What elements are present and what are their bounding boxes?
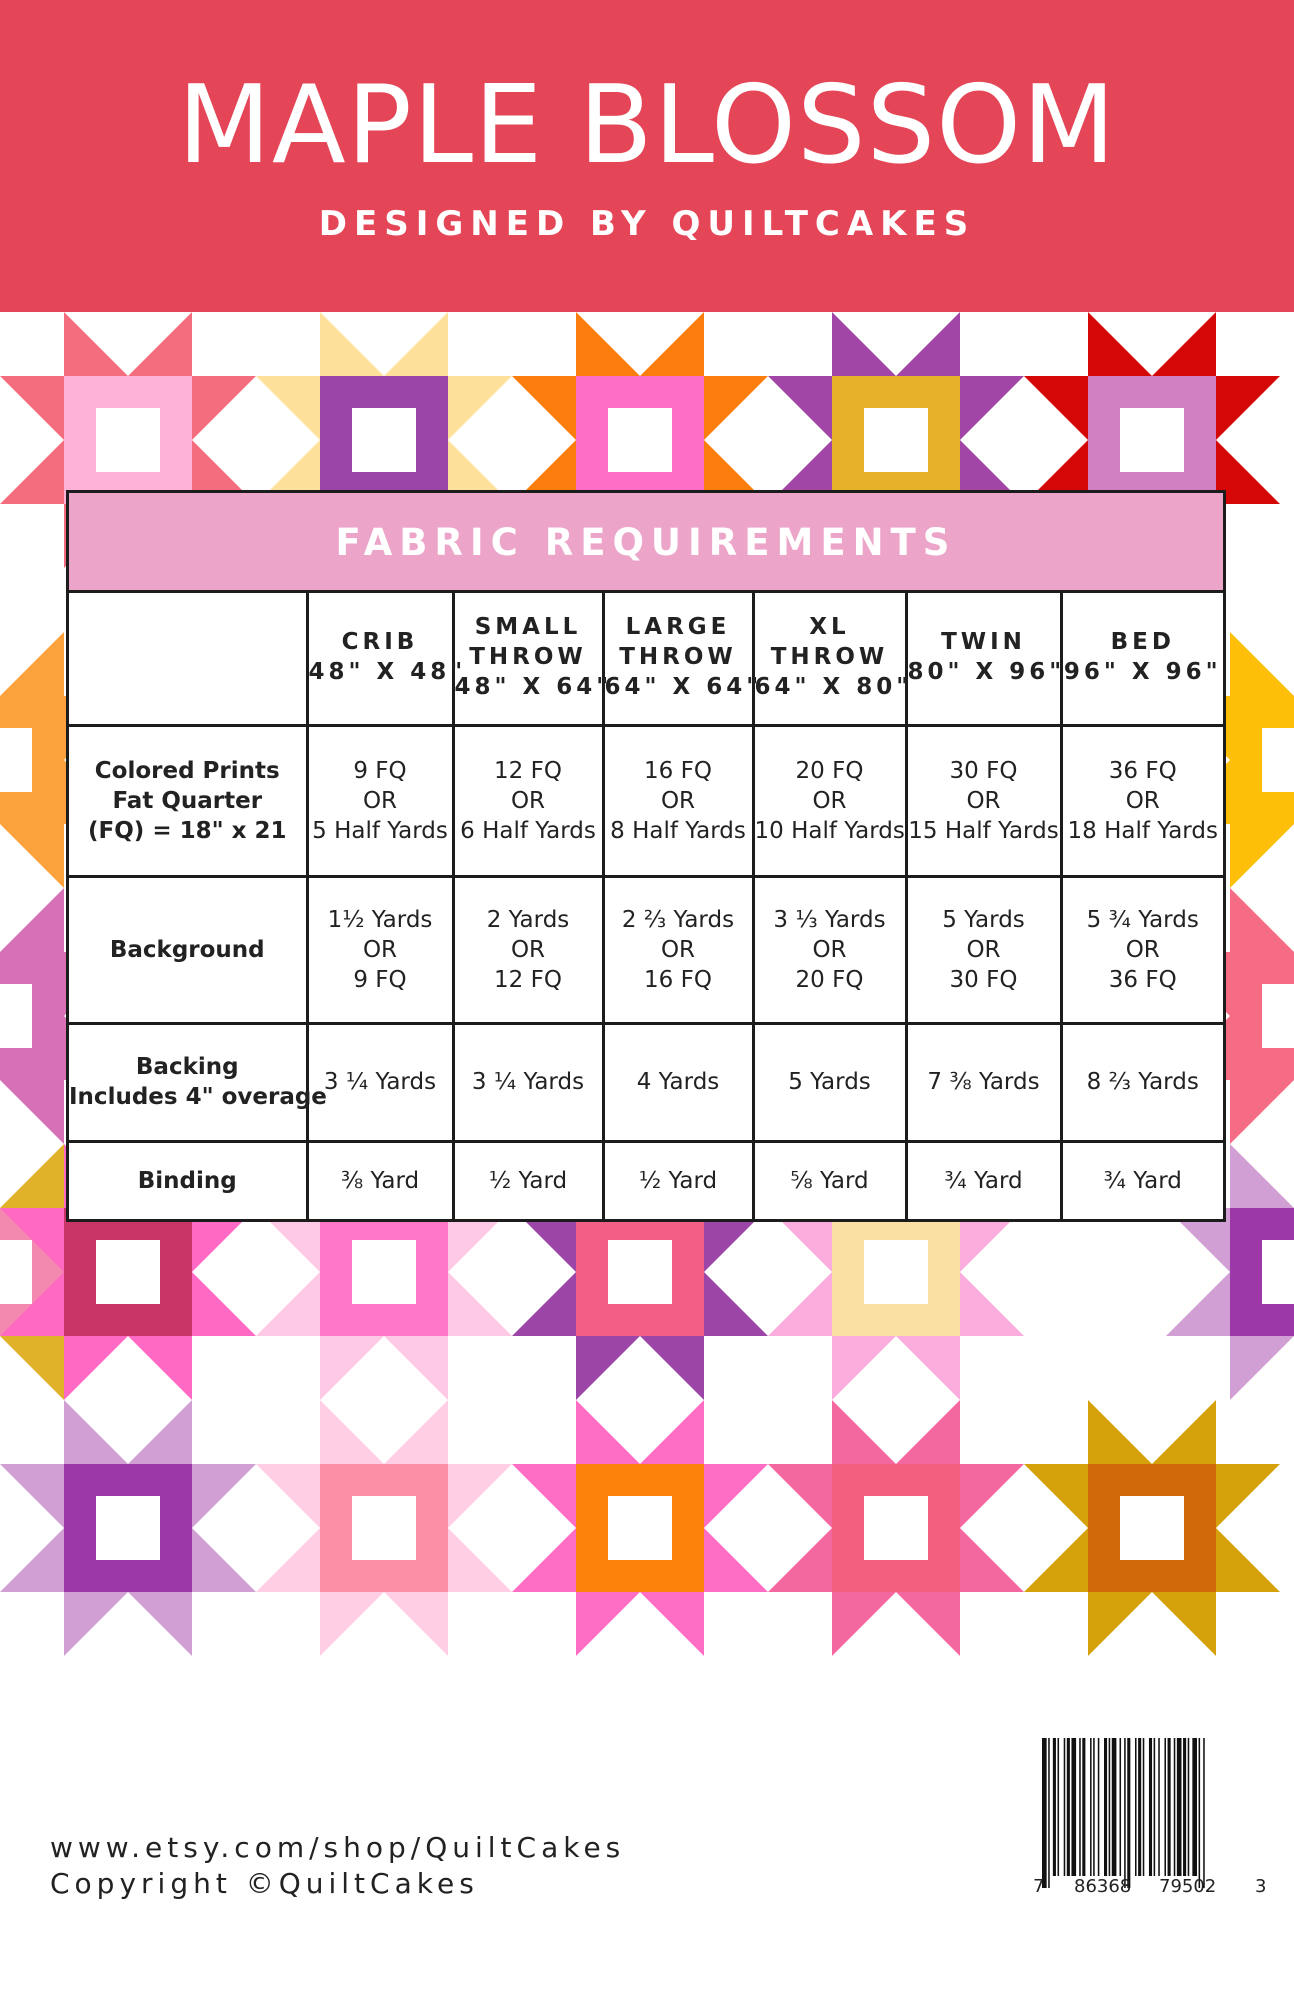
row-label-line: Fat Quarter — [112, 787, 263, 814]
requirements-grid — [69, 590, 1223, 1219]
star-point — [1216, 1464, 1280, 1528]
star-point — [192, 376, 256, 440]
barcode-bar — [1203, 1738, 1205, 1888]
star-point — [832, 1400, 896, 1464]
star-point — [832, 312, 896, 376]
row-label-line: Colored Prints — [94, 757, 280, 784]
star-point — [0, 1080, 64, 1144]
requirement-line: 3 ¼ Yards — [323, 1069, 437, 1095]
star-point — [1216, 1528, 1280, 1592]
requirement-line: 9 FQ — [353, 966, 407, 993]
star-point — [768, 1272, 832, 1336]
star-point — [1024, 1464, 1088, 1528]
star-point — [768, 376, 832, 440]
star-point — [1230, 1080, 1294, 1144]
requirement-line: 7 ⅜ Yards — [927, 1069, 1040, 1095]
size-header-name: SMALL — [474, 613, 582, 640]
block-center — [608, 408, 672, 472]
star-point — [1152, 1592, 1216, 1656]
requirement-line: OR — [812, 787, 847, 814]
row-label — [69, 725, 307, 876]
requirement-line: 15 Half Yards — [908, 817, 1059, 844]
requirement-cell — [453, 1023, 603, 1141]
star-point — [640, 1400, 704, 1464]
requirement-line: 6 Half Yards — [460, 817, 596, 844]
size-header-name: BED — [1110, 628, 1175, 655]
star-point — [0, 888, 64, 952]
size-header-dims: 64" X 64" — [604, 673, 763, 700]
star-point — [704, 1528, 768, 1592]
requirement-cell — [1061, 725, 1223, 876]
barcode-bar — [1149, 1738, 1152, 1876]
star-point — [320, 1592, 384, 1656]
star-point — [1230, 888, 1294, 952]
barcode-bar — [1192, 1738, 1197, 1876]
star-point — [448, 376, 512, 440]
star-point — [704, 1272, 768, 1336]
block-center — [0, 1240, 32, 1304]
star-point — [64, 1592, 128, 1656]
block-center — [352, 408, 416, 472]
row-label-line: Background — [109, 936, 265, 963]
requirement-cell — [906, 1141, 1061, 1219]
size-header — [753, 590, 913, 725]
star-point — [1230, 632, 1294, 696]
star-point — [576, 1592, 640, 1656]
requirement-cell — [603, 1141, 753, 1219]
star-point — [0, 632, 64, 696]
footer — [50, 1830, 625, 1902]
barcode-bar — [1053, 1738, 1056, 1876]
star-point — [0, 1464, 64, 1528]
barcode-bar — [1135, 1738, 1137, 1876]
requirement-line: ⅝ Yard — [790, 1167, 869, 1194]
barcode-bar — [1154, 1738, 1156, 1876]
header-banner — [0, 0, 1294, 312]
requirement-line: 3 ⅓ Yards — [773, 906, 886, 933]
requirement-line: 20 FQ — [795, 966, 864, 993]
star-point — [384, 1336, 448, 1400]
requirement-line: OR — [966, 787, 1001, 814]
requirement-line: OR — [660, 787, 696, 814]
size-header-dims: 48" X 64" — [454, 673, 613, 700]
requirement-cell — [906, 725, 1061, 876]
star-point — [1088, 1592, 1152, 1656]
block-center — [0, 728, 32, 792]
size-header-dims: 96" X 96" — [1063, 658, 1222, 685]
requirement-line: 30 FQ — [949, 757, 1018, 784]
barcode-bar — [1067, 1738, 1070, 1876]
block-center — [1120, 1496, 1184, 1560]
requirement-cell — [753, 1023, 906, 1141]
barcode-digit: 3 — [1255, 1876, 1267, 1897]
requirement-line: 30 FQ — [949, 966, 1018, 993]
block-center — [96, 1240, 160, 1304]
block-center — [96, 1496, 160, 1560]
star-point — [960, 1528, 1024, 1592]
star-point — [1166, 1272, 1230, 1336]
barcode-bar — [1124, 1738, 1126, 1888]
star-point — [640, 1592, 704, 1656]
star-point — [960, 1272, 1024, 1336]
barcode-digit: 79502 — [1159, 1876, 1217, 1897]
size-header-name2: THROW — [619, 643, 737, 670]
size-header — [1061, 590, 1223, 725]
barcode-bar — [1082, 1738, 1085, 1876]
requirement-cell — [453, 725, 603, 876]
requirement-cell — [307, 725, 453, 876]
size-header-name: TWIN — [941, 628, 1026, 655]
requirement-line: OR — [966, 936, 1001, 963]
barcode-bar — [1164, 1738, 1166, 1876]
barcode-bar — [1104, 1738, 1107, 1876]
row-label-line: Backing — [135, 1054, 239, 1080]
block-center — [352, 1496, 416, 1560]
requirement-line: 3 ¼ Yards — [471, 1069, 585, 1095]
star-point — [0, 376, 64, 440]
size-header — [906, 590, 1066, 725]
requirement-cell — [603, 1023, 753, 1141]
star-point — [512, 1272, 576, 1336]
star-point — [256, 1464, 320, 1528]
barcode-bar — [1042, 1738, 1047, 1888]
barcode-bar — [1079, 1738, 1081, 1876]
barcode-bar — [1112, 1738, 1117, 1876]
block-center — [96, 408, 160, 472]
star-point — [576, 1336, 640, 1400]
requirement-line: ⅜ Yard — [340, 1167, 420, 1194]
barcode-bar — [1109, 1738, 1111, 1876]
star-point — [960, 376, 1024, 440]
block-center — [1120, 408, 1184, 472]
requirement-line: ½ Yard — [488, 1167, 568, 1194]
size-header-name: CRIB — [341, 628, 419, 655]
star-point — [1152, 312, 1216, 376]
corner-cell — [69, 590, 307, 725]
star-point — [192, 1528, 256, 1592]
block-center — [864, 408, 928, 472]
size-header-name2: THROW — [770, 643, 889, 670]
barcode-bar — [1168, 1738, 1171, 1876]
block-center — [608, 1496, 672, 1560]
barcode-bar — [1177, 1738, 1182, 1876]
barcode-bar — [1064, 1738, 1066, 1876]
requirement-line: 10 Half Yards — [754, 817, 905, 844]
requirement-line: OR — [510, 787, 546, 814]
star-point — [0, 824, 64, 888]
size-header-name2: THROW — [469, 643, 587, 670]
star-point — [448, 1272, 512, 1336]
size-header — [603, 590, 763, 725]
requirement-line: 5 Yards — [788, 1069, 871, 1095]
requirement-line: 2 Yards — [486, 906, 570, 933]
star-point — [128, 1336, 192, 1400]
website-link[interactable]: www.etsy.com/shop/QuiltCakes — [50, 1831, 626, 1864]
star-point — [320, 312, 384, 376]
block-center — [1262, 984, 1294, 1048]
star-point — [512, 376, 576, 440]
star-point — [448, 1464, 512, 1528]
star-point — [896, 1592, 960, 1656]
requirement-cell — [453, 876, 603, 1023]
star-point — [1088, 312, 1152, 376]
star-point — [640, 312, 704, 376]
requirement-cell — [1061, 876, 1223, 1023]
star-point — [1216, 376, 1280, 440]
requirement-line: 8 Half Yards — [610, 817, 746, 844]
star-point — [896, 1336, 960, 1400]
star-point — [128, 1400, 192, 1464]
star-point — [1230, 1336, 1294, 1400]
star-point — [0, 440, 64, 504]
barcode-bar — [1048, 1738, 1050, 1888]
star-point — [384, 312, 448, 376]
barcode-bar — [1127, 1738, 1130, 1888]
requirement-line: OR — [362, 787, 398, 814]
barcode-bar — [1071, 1738, 1076, 1876]
requirement-line: 5 ¾ Yards — [1086, 906, 1199, 933]
block-center — [0, 984, 32, 1048]
pattern-title: MAPLE BLOSSOM — [177, 63, 1117, 188]
star-point — [256, 376, 320, 440]
star-point — [704, 376, 768, 440]
barcode-bar — [1138, 1738, 1141, 1876]
size-header-name: LARGE — [625, 613, 731, 640]
size-header — [453, 590, 613, 725]
requirement-cell — [1061, 1023, 1223, 1141]
star-point — [576, 312, 640, 376]
barcode-bar — [1174, 1738, 1176, 1876]
size-header-dims: 64" X 80" — [754, 673, 913, 700]
star-point — [512, 1528, 576, 1592]
barcode-bar — [1183, 1738, 1186, 1876]
requirement-line: 18 Half Yards — [1067, 817, 1218, 844]
star-point — [0, 1528, 64, 1592]
copyright: Copyright ©QuiltCakes — [50, 1867, 479, 1900]
requirement-cell — [906, 1023, 1061, 1141]
requirement-line: 16 FQ — [644, 966, 712, 993]
barcode-bar — [1188, 1738, 1190, 1876]
barcode-digit: 7 — [1033, 1876, 1045, 1897]
requirement-cell — [307, 1023, 453, 1141]
requirement-line: OR — [362, 936, 398, 963]
row-label — [69, 876, 307, 1023]
star-point — [832, 1336, 896, 1400]
block-center — [352, 1240, 416, 1304]
requirement-cell — [307, 1141, 453, 1219]
star-point — [128, 312, 192, 376]
row-label — [69, 1141, 307, 1219]
star-point — [64, 1336, 128, 1400]
star-point — [320, 1336, 384, 1400]
requirement-line: 16 FQ — [644, 757, 712, 784]
requirement-line: 36 FQ — [1108, 966, 1177, 993]
star-point — [896, 312, 960, 376]
requirement-cell — [1061, 1141, 1223, 1219]
requirement-line: 12 FQ — [494, 757, 562, 784]
requirement-line: 5 Yards — [942, 906, 1025, 933]
star-point — [768, 1528, 832, 1592]
star-point — [384, 1400, 448, 1464]
barcode-bar — [1058, 1738, 1060, 1876]
requirement-cell — [906, 876, 1061, 1023]
size-header — [307, 590, 467, 725]
requirement-line: 9 FQ — [353, 757, 407, 784]
star-point — [1152, 1400, 1216, 1464]
block-center — [1262, 728, 1294, 792]
size-header-dims: 80" X 96" — [907, 658, 1066, 685]
star-point — [64, 312, 128, 376]
requirement-line: 2 ⅔ Yards — [621, 906, 735, 933]
star-point — [1024, 376, 1088, 440]
requirement-line: OR — [812, 936, 847, 963]
barcode-bar — [1098, 1738, 1100, 1876]
star-point — [1230, 824, 1294, 888]
star-point — [512, 1464, 576, 1528]
star-point — [384, 1592, 448, 1656]
requirement-line: OR — [1125, 787, 1160, 814]
requirement-cell — [307, 876, 453, 1023]
barcode-icon — [1030, 1738, 1270, 1900]
star-point — [64, 1400, 128, 1464]
requirement-line: ¾ Yard — [944, 1167, 1023, 1194]
requirement-line: 8 ⅔ Yards — [1086, 1069, 1199, 1095]
star-point — [192, 1272, 256, 1336]
size-header-dims: 48" X 48" — [308, 658, 467, 685]
barcode-bar — [1090, 1738, 1092, 1876]
barcode-digit: 86368 — [1074, 1876, 1132, 1897]
star-point — [704, 1464, 768, 1528]
block-center — [864, 1240, 928, 1304]
requirement-cell — [753, 1141, 906, 1219]
requirement-line: 12 FQ — [494, 966, 562, 993]
row-label — [69, 1023, 327, 1141]
star-point — [960, 1464, 1024, 1528]
star-point — [256, 1528, 320, 1592]
star-point — [768, 1464, 832, 1528]
barcode-bar — [1158, 1738, 1160, 1876]
requirement-line: ½ Yard — [638, 1167, 718, 1194]
requirement-line: 36 FQ — [1108, 757, 1177, 784]
requirement-line: OR — [660, 936, 696, 963]
row-label-line: Binding — [137, 1167, 237, 1194]
star-point — [320, 1400, 384, 1464]
star-point — [256, 1272, 320, 1336]
row-label-line: Includes 4" overage — [69, 1084, 327, 1110]
star-point — [192, 1464, 256, 1528]
requirement-cell — [753, 725, 906, 876]
star-point — [1230, 1144, 1294, 1208]
barcode-bar — [1120, 1738, 1122, 1876]
barcode-bar — [1143, 1738, 1145, 1876]
block-center — [864, 1496, 928, 1560]
requirement-line: ¾ Yard — [1103, 1167, 1182, 1194]
block-center — [1262, 1240, 1294, 1304]
barcode-bar — [1093, 1738, 1095, 1876]
star-point — [1088, 1400, 1152, 1464]
requirement-cell — [603, 876, 753, 1023]
star-point — [0, 1336, 64, 1400]
requirement-line: 1½ Yards — [327, 906, 433, 933]
star-point — [576, 1400, 640, 1464]
star-point — [832, 1592, 896, 1656]
block-center — [608, 1240, 672, 1304]
fabric-requirements-table — [66, 490, 1226, 1222]
star-point — [448, 1528, 512, 1592]
requirement-cell — [453, 1141, 603, 1219]
table-title: FABRIC REQUIREMENTS — [69, 493, 1223, 593]
size-header-name: XL — [809, 613, 850, 640]
star-point — [0, 1144, 64, 1208]
requirement-line: OR — [1125, 936, 1160, 963]
star-point — [128, 1592, 192, 1656]
requirement-line: 5 Half Yards — [312, 817, 448, 844]
requirement-line: 20 FQ — [795, 757, 864, 784]
star-point — [640, 1336, 704, 1400]
star-point — [1024, 1528, 1088, 1592]
row-label-line: (FQ) = 18" x 21 — [88, 817, 287, 844]
requirement-line: 4 Yards — [636, 1069, 720, 1095]
requirement-line: OR — [510, 936, 546, 963]
requirement-cell — [753, 876, 906, 1023]
star-point — [896, 1400, 960, 1464]
designer-subtitle: DESIGNED BY QUILTCAKES — [318, 204, 976, 244]
barcode-bar — [1199, 1738, 1201, 1888]
requirement-cell — [603, 725, 753, 876]
